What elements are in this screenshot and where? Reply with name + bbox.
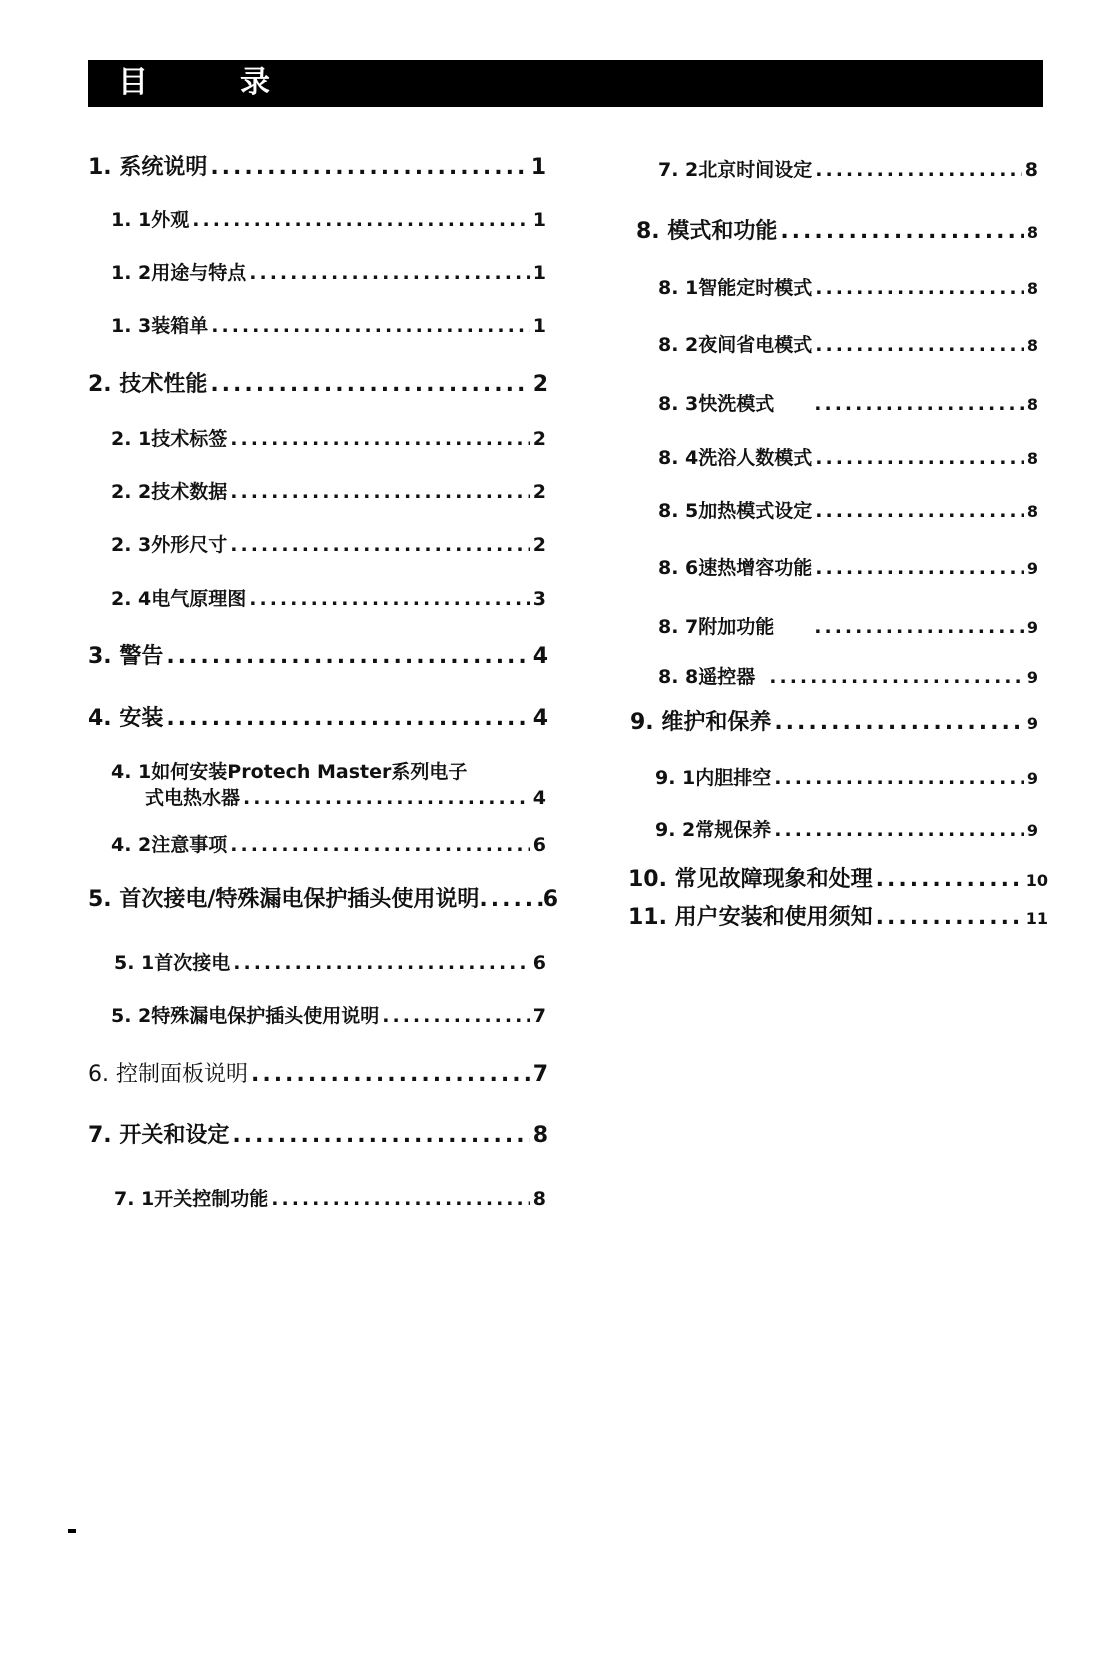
toc-entry[interactable]: 8. 3快洗模式 ..... 8: [658, 389, 1038, 416]
toc-entry[interactable]: 7. 开关和设定 ..... 8: [88, 1118, 548, 1149]
toc-entry[interactable]: 8. 2夜间省电模式 ..... 8: [658, 330, 1038, 357]
toc-entry[interactable]: 8. 7附加功能 ..... 9: [658, 612, 1038, 639]
toc-entry[interactable]: 4. 2注意事项 ..... 6: [111, 830, 546, 857]
toc-entry[interactable]: 8. 4洗浴人数模式 ..... 8: [658, 443, 1038, 470]
toc-entry[interactable]: 2. 3外形尺寸 ..... 2: [111, 530, 546, 557]
toc-entry[interactable]: 9. 维护和保养 ..... 9: [630, 705, 1038, 736]
toc-entry-title: 4. 1如何安装Protech Master系列电子: [111, 761, 468, 783]
toc-entry[interactable]: 7. 1开关控制功能 ..... 8: [114, 1184, 546, 1211]
toc-entry[interactable]: 11. 用户安装和使用须知 ..... 11: [628, 900, 1048, 931]
toc-entry[interactable]: 1. 3装箱单 ..... 1: [111, 311, 546, 338]
toc-entry[interactable]: 2. 1技术标签 ..... 2: [111, 424, 546, 451]
toc-entry[interactable]: 1. 2用途与特点 ..... 1: [111, 258, 546, 285]
toc-entry[interactable]: 5. 1首次接电 ..... 6: [114, 948, 546, 975]
toc-entry[interactable]: 2. 4电气原理图 ..... 3: [111, 584, 546, 611]
toc-entry[interactable]: 7. 2北京时间设定 ..... 8: [658, 155, 1038, 182]
toc-entry[interactable]: 6. 控制面板说明 ..... 7: [88, 1057, 548, 1088]
toc-title-char-1: 目: [118, 65, 148, 100]
toc-entry[interactable]: 9. 1内胆排空 ..... 9: [655, 763, 1038, 790]
toc-entry[interactable]: 2. 2技术数据 ..... 2: [111, 477, 546, 504]
toc-title-char-2: 录: [240, 65, 270, 100]
page-corner-mark: [68, 1529, 76, 1533]
toc-entry-continued: 式电热水器 ..... 4: [145, 783, 546, 810]
toc-entry[interactable]: 1. 系统说明 ..... 1: [88, 150, 546, 181]
toc-entry[interactable]: 8. 模式和功能 ..... 8: [636, 214, 1038, 245]
toc-entry[interactable]: 8. 8遥控器 ..... 9: [658, 662, 1038, 689]
toc-entry[interactable]: 2. 技术性能 ..... 2: [88, 367, 548, 398]
toc-entry[interactable]: 10. 常见故障现象和处理 ..... 10: [628, 862, 1048, 893]
toc-entry[interactable]: 8. 1智能定时模式 ..... 8: [658, 273, 1038, 300]
toc-entry[interactable]: 4. 安装 ..... 4: [88, 701, 548, 732]
toc-entry[interactable]: 3. 警告 ..... 4: [88, 639, 548, 670]
toc-entry[interactable]: 8. 6速热增容功能 ..... 9: [658, 553, 1038, 580]
toc-entry[interactable]: 5. 2特殊漏电保护插头使用说明 ..... 7: [111, 1001, 546, 1028]
toc-entry[interactable]: 1. 1外观 ..... 1: [111, 205, 546, 232]
toc-entry[interactable]: 8. 5加热模式设定 ..... 8: [658, 496, 1038, 523]
toc-entry[interactable]: 5. 首次接电/特殊漏电保护插头使用说明 ..... 6: [88, 882, 558, 913]
toc-header-bar: [88, 60, 1043, 107]
toc-entry[interactable]: 9. 2常规保养 ..... 9: [655, 815, 1038, 842]
